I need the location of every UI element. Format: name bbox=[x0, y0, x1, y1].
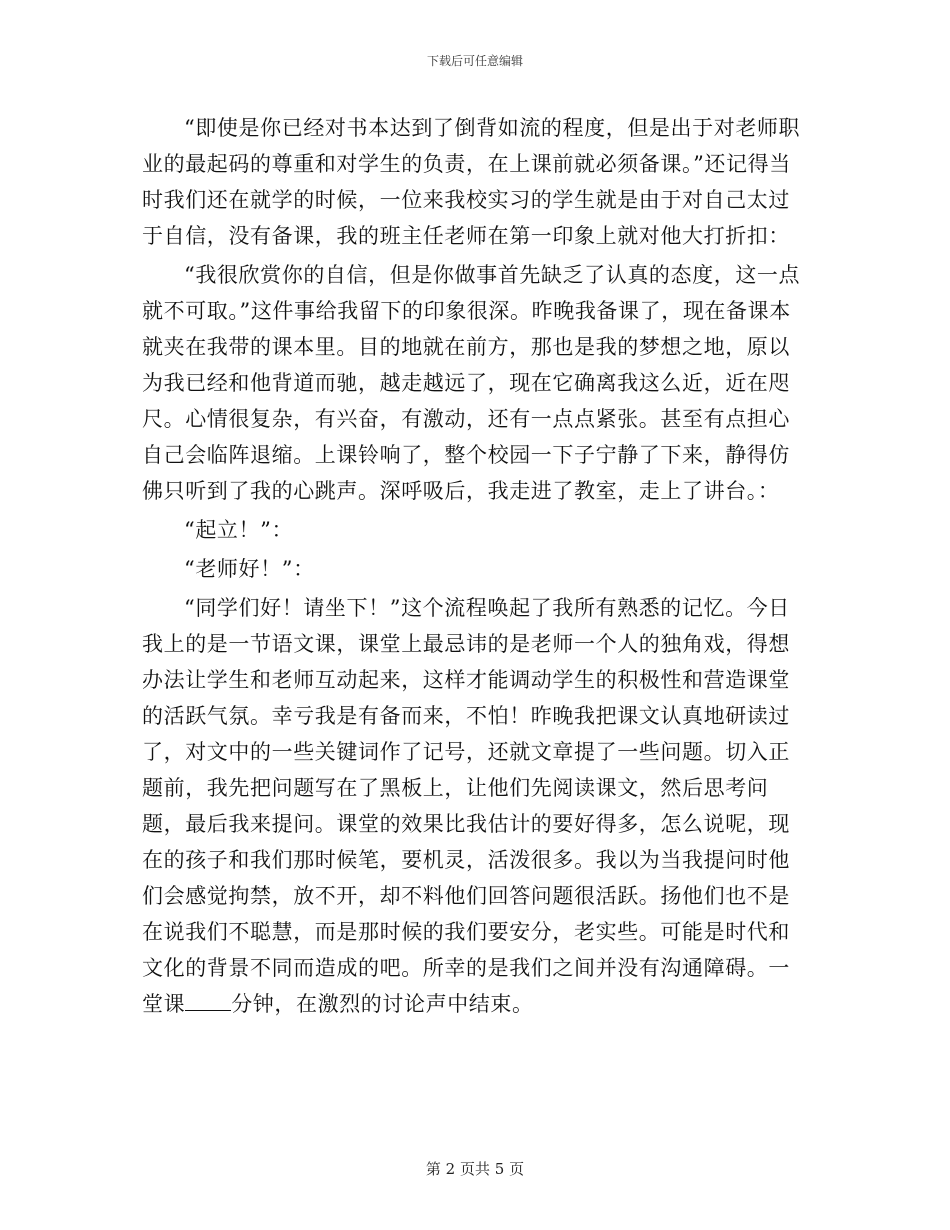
page-number: 第 2 页共 5 页 bbox=[425, 1160, 525, 1178]
fill-in-blank bbox=[185, 990, 231, 1011]
paragraph: “我很欣赏你的自信，但是你做事首先缺乏了认真的态度，这一点就不可取。”这件事给我留下的印象很深。昨晚我备课了，现在备课本就夹在我带的课本里。目的地就在前方，那也是我的梦想之地，原以为我已经和他背道而驰，越走越远了，现在它确离我这么近，近在咫尺。心情很复杂，有兴奋，有激动，还有一点点紧张。甚至有点担心自己会临阵退缩。上课铃响了，整个校园一下子宁静了下来，静得仿佛只听到了我的心跳声。深呼吸后，我走进了教室，走上了讲台。： bbox=[142, 263, 801, 503]
document-body bbox=[142, 110, 802, 1022]
paragraph-text: “同学们好！请坐下！”这个流程唤起了我所有熟悉的记忆。今日我上的是一节语文课，课堂上最忌讳的是老师一个人的独角戏，得想办法让学生和老师互动起来，这样才能调动学生的积极性和营造课堂的活跃气氛。幸亏我是有备而来，不怕！昨晚我把课文认真地研读过了，对文中的一些关键词作了记号，还就文章提了一些问题。切入正题前，我先把问题写在了黑板上，让他们先阅读课文，然后思考问题，最后我来提问。课堂的效果比我估计的要好得多，怎么说呢，现在的孩子和我们那时候笔，要机灵，活泼很多。我以为当我提问时他们会感觉拘禁，放不开，却不料他们回答问题很活跃。扬他们也不是在说我们不聪慧，而是那时候的我们要安分，老实些。可能是时代和文化的背景不同而造成的吧。所幸的是我们之间并没有沟通障碍。一堂课 bbox=[142, 596, 790, 1016]
paragraph: “起立！”： bbox=[184, 518, 294, 542]
paragraph-tail: 分钟，在激烈的讨论声中结束。 bbox=[231, 992, 534, 1016]
paragraph bbox=[142, 590, 802, 1022]
paragraph: “即使是你已经对书本达到了倒背如流的程度，但是出于对老师职业的最起码的尊重和对学生的负责，在上课前就必须备课。”还记得当时我们还在就学的时候，一位来我校实习的学生就是由于对自己太过于自信，没有备课，我的班主任老师在第一印象上就对他大打折扣： bbox=[142, 116, 801, 248]
paragraph: “老师好！”： bbox=[184, 557, 315, 581]
page-header: 下载后可任意编辑 bbox=[426, 54, 523, 68]
